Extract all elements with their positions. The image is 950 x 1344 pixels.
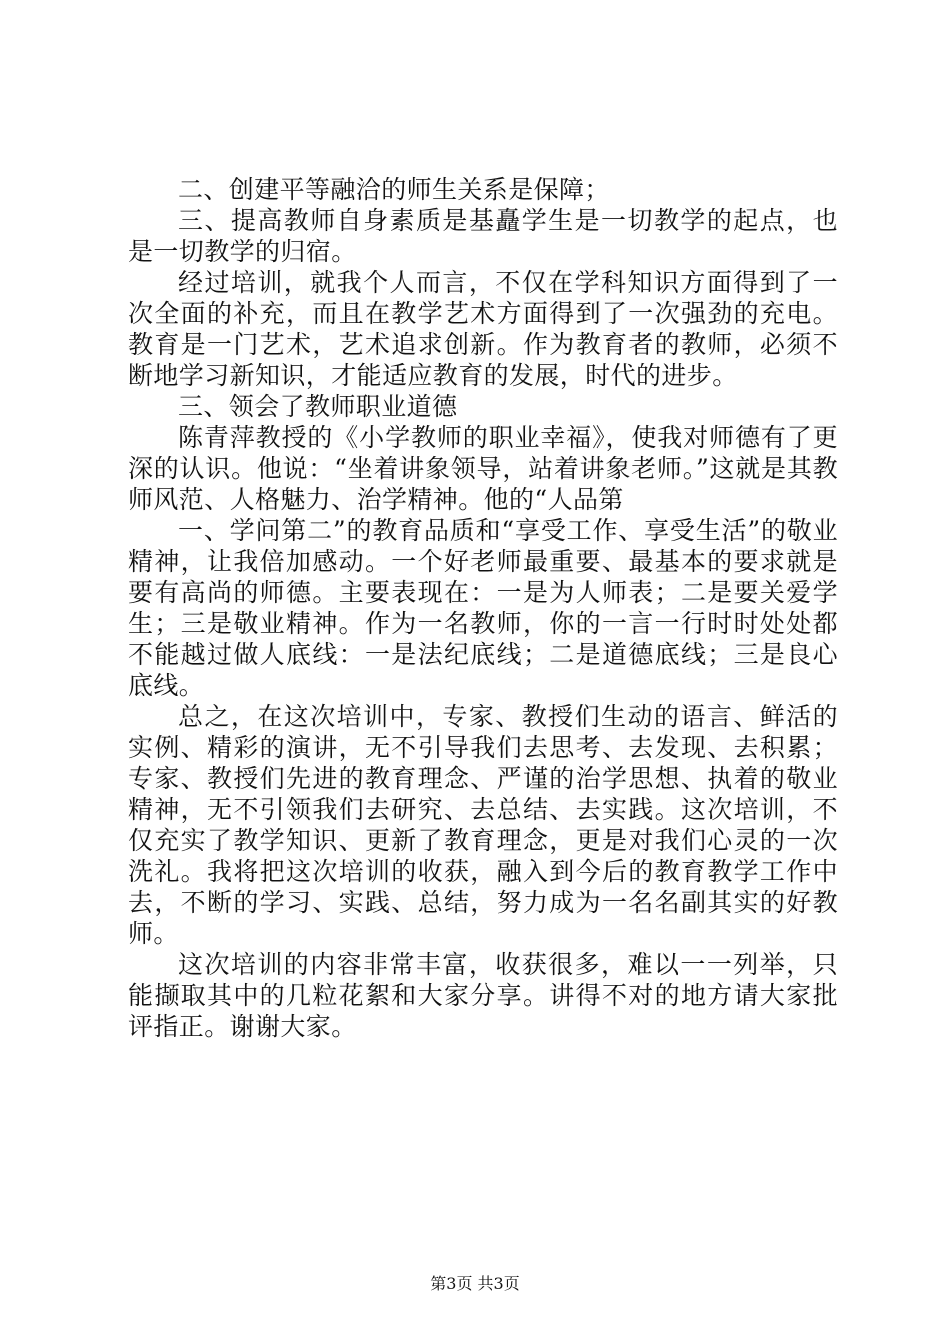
paragraph-6: 一、学问第二”的教育品质和“享受工作、享受生活”的敬业精神，让我倍加感动。一个好老师最重要、最基本的要求就是要有高尚的师德。主要表现在：一是为人师表；二是要关爱学生；三是敬业精神。作为一名教师，你的一言一行时时处处都不能越过做人底线：一是法纪底线；二是道德底线；三是良心底线。 <box>128 516 838 700</box>
paragraph-3: 经过培训，就我个人而言，不仅在学科知识方面得到了一次全面的补充，而且在教学艺术方面得到了一次强劲的充电。教育是一门艺术，艺术追求创新。作为教育者的教师，必须不断地学习新知识，才能适应教育的发展，时代的进步。 <box>128 268 838 390</box>
paragraph-7: 总之，在这次培训中，专家、教授们生动的语言、鲜活的实例、精彩的演讲，无不引导我们去思考、去发现、去积累；专家、教授们先进的教育理念、严谨的治学思想、执着的敬业精神，无不引领我们去研究、去总结、去实践。这次培训，不仅充实了教学知识、更新了教育理念，更是对我们心灵的一次洗礼。我将把这次培训的收获，融入到今后的教育教学工作中去，不断的学习、实践、总结，努力成为一名名副其实的好教师。 <box>128 702 838 948</box>
paragraph-8: 这次培训的内容非常丰富，收获很多，难以一一列举，只能撷取其中的几粒花絮和大家分享。讲得不对的地方请大家批评指正。谢谢大家。 <box>128 950 838 1041</box>
section-heading: 三、领会了教师职业道德 <box>178 392 458 421</box>
paragraph-2: 三、提高教师自身素质是基矗学生是一切教学的起点，也是一切教学的归宿。 <box>128 206 838 266</box>
page-number-footer: 第3页 共3页 <box>430 1274 520 1293</box>
paragraph-1: 二、创建平等融洽的师生关系是保障； <box>178 175 610 204</box>
paragraph-5: 陈青萍教授的《小学教师的职业幸福》，使我对师德有了更深的认识。他说：“坐着讲象领导，站着讲象老师。”这就是其教师风范、人格魅力、治学精神。他的“人品第 <box>128 423 838 514</box>
document-body <box>128 174 838 1042</box>
